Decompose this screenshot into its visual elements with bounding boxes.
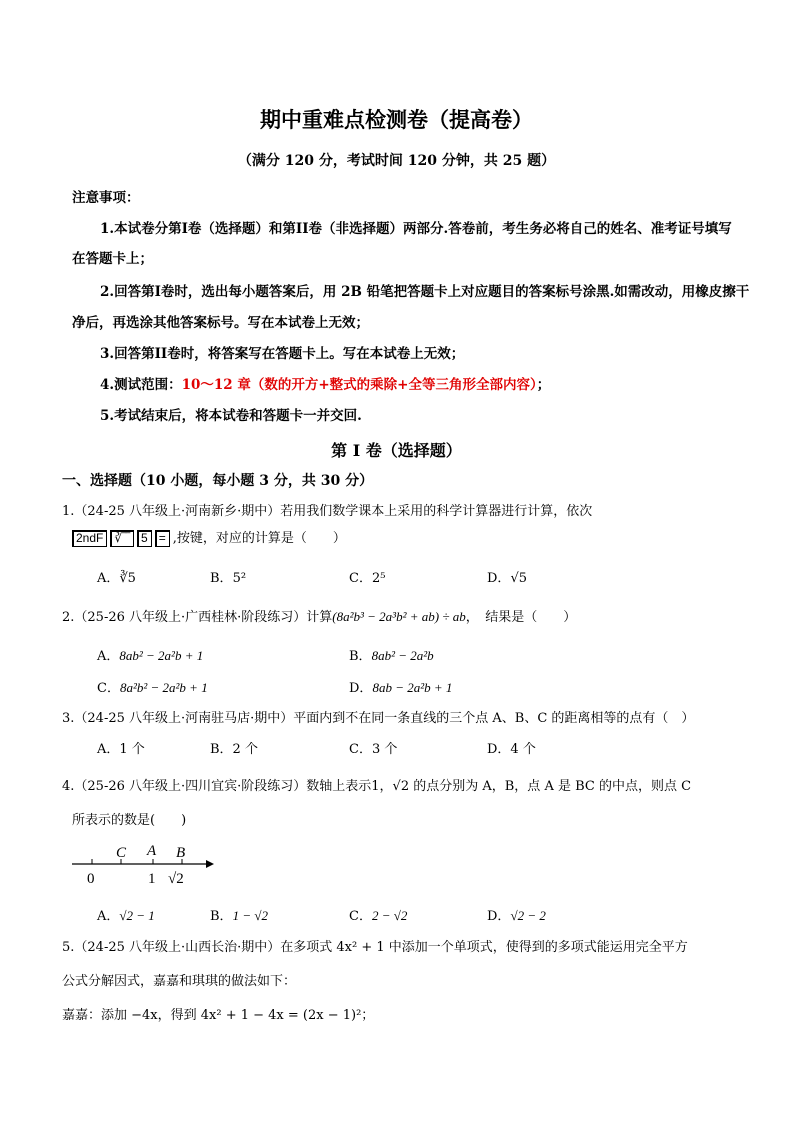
- key-2ndf: 2ndF: [72, 530, 107, 547]
- label-a: A: [147, 843, 157, 859]
- note-4: [100, 373, 550, 393]
- q5-line-jiajia: 嘉嘉：添加 −4x，得到 4x² + 1 − 4x = (2x − 1)²；: [62, 1008, 375, 1023]
- q1-stem-cont: ,按键，对应的计算是（ ）: [172, 531, 346, 546]
- q1-option-b-value: 5²: [232, 571, 247, 586]
- note-4-range: 10～12 章（数的开方+整式的乘除+全等三角形全部内容）: [181, 377, 537, 393]
- q2-option-b-value: 8ab² − 2a²b: [371, 648, 434, 663]
- number-line: [70, 838, 220, 888]
- label-c: C: [116, 845, 127, 861]
- q1-option-c: C．2⁵: [349, 571, 386, 586]
- q2-option-b: B．8ab² − 2a²b: [349, 648, 434, 664]
- key-equals: =: [155, 530, 170, 547]
- part-heading: 一、选择题（10 小题，每小题 3 分，共 30 分）: [62, 473, 374, 489]
- q1-keys-line: [72, 527, 346, 547]
- q3-option-d: D．4 个: [487, 742, 536, 757]
- q3-option-b: B．2 个: [210, 742, 258, 757]
- q2-option-c: C．8a²b² − 2a²b + 1: [97, 680, 208, 696]
- q1-option-d: D．√5: [487, 571, 527, 586]
- note-4-suffix: ；: [536, 377, 551, 393]
- note-4-prefix: 4.测试范围：: [100, 377, 182, 393]
- q5-stem: 5.（24-25 八年级上·山西长治·期中）在多项式 4x² + 1 中添加一个单项式，使得到的多项式能运用完全平方: [62, 940, 688, 955]
- q4-option-a-value: √2 − 1: [119, 908, 155, 923]
- key-cube-root: ∛‾‾: [110, 530, 134, 547]
- q4-option-c-value: 2 − √2: [371, 908, 408, 923]
- note-1: 1.本试卷分第I卷（选择题）和第II卷（非选择题）两部分.答卷前，考生务必将自己的姓名、准考证号填写: [100, 221, 732, 237]
- q1-option-a-value: ∛5: [119, 571, 136, 586]
- q2-option-a: A．8ab² − 2a²b + 1: [97, 648, 204, 664]
- page-title: 期中重难点检测卷（提高卷）: [260, 107, 533, 132]
- q4-option-b-value: 1 − √2: [232, 908, 268, 923]
- note-2-cont: 净后，再选涂其他答案标号。写在本试卷上无效；: [72, 315, 369, 331]
- label-b: B: [176, 845, 186, 861]
- q4-option-d-value: √2 − 2: [510, 908, 546, 923]
- q2-option-a-value: 8ab² − 2a²b + 1: [119, 648, 204, 663]
- q2-option-d-value: 8ab − 2a²b + 1: [372, 680, 453, 695]
- axis-arrow: [206, 860, 214, 868]
- page-subtitle: （满分 120 分，考试时间 120 分钟，共 25 题）: [237, 153, 556, 169]
- q3-option-a: A．1 个: [97, 742, 145, 757]
- q1-stem: 1.（24-25 八年级上·河南新乡·期中）若用我们数学课本上采用的科学计算器进行计算，依次: [62, 504, 593, 519]
- q5-stem-cont: 公式分解因式，嘉嘉和琪琪的做法如下：: [62, 974, 297, 989]
- q4-stem-cont: 所表示的数是( ): [72, 813, 187, 828]
- note-5: 5.考试结束后，将本试卷和答题卡一并交回.: [100, 408, 362, 424]
- note-3: 3.回答第II卷时，将答案写在答题卡上。写在本试卷上无效；: [100, 346, 465, 362]
- q3-stem: 3.（24-25 八年级上·河南驻马店·期中）平面内到不在同一条直线的三个点 A、B、C 的距离相等的点有（ ）: [62, 711, 695, 726]
- label-one: 1: [148, 871, 156, 887]
- notes-heading: 注意事项：: [72, 190, 140, 206]
- note-2: 2.回答第I卷时，选出每小题答案后，用 2B 铅笔把答题卡上对应题目的答案标号涂黑.如需改动，用橡皮擦干: [100, 284, 750, 300]
- q4-option-d: D．√2 − 2: [487, 908, 546, 924]
- label-root2: √2: [168, 871, 184, 887]
- q2-option-c-value: 8a²b² − 2a²b + 1: [119, 680, 208, 695]
- label-zero: 0: [87, 871, 95, 887]
- q2-option-d: D．8ab − 2a²b + 1: [349, 680, 453, 696]
- q4-option-c: C．2 − √2: [349, 908, 408, 924]
- note-1-cont: 在答题卡上；: [72, 251, 153, 267]
- q2-stem: 2.（25-26 八年级上·广西桂林·阶段练习）计算(8a²b³ − 2a³b² + ab) ÷ ab， 结果是（ ）: [62, 609, 577, 625]
- q1-option-a: A．∛5: [97, 571, 136, 586]
- q1-option-c-value: 2⁵: [371, 571, 386, 586]
- key-5: 5: [137, 530, 152, 547]
- q1-option-b: B．5²: [210, 571, 247, 586]
- q4-option-a: A．√2 − 1: [97, 908, 155, 924]
- q3-option-c: C．3 个: [349, 742, 398, 757]
- section-title: 第 I 卷（选择题）: [331, 441, 462, 460]
- q4-stem: 4.（25-26 八年级上·四川宜宾·阶段练习）数轴上表示1，√2 的点分别为 A，B，点 A 是 BC 的中点，则点 C: [62, 779, 692, 794]
- q4-option-b: B．1 − √2: [210, 908, 268, 924]
- q1-option-d-value: √5: [510, 571, 527, 586]
- q2-expression: (8a²b³ − 2a³b² + ab) ÷ ab: [332, 609, 466, 624]
